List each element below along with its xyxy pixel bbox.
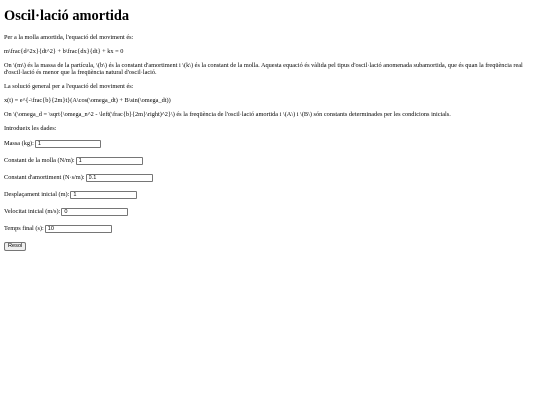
spring-constant-label: Constant de la molla (N/m):: [4, 157, 75, 165]
damping-constant-label: Constant d'amortiment (N·s/m):: [4, 174, 85, 182]
input-form: [4, 140, 536, 251]
spring-constant-row: [4, 157, 536, 166]
equation-text: m\frac{d^2x}{dt^2} + b\frac{dx}{dt} + kx = 0: [4, 47, 124, 55]
initial-displacement-input[interactable]: [70, 191, 137, 199]
omega-text: On \(\omega_d = \sqrt{\omega_n^2 - \left(\frac{b}{2m}\right)^2}\) és la freqüència de l'oscil·lació amortida i \(A\) i \(B\) són constants determinades per les condicions inicials.: [4, 111, 451, 118]
prompt-text: Introdueix les dades:: [4, 124, 57, 132]
page-content: [4, 9, 536, 251]
final-time-label: Temps final (s):: [4, 225, 44, 233]
spring-constant-input[interactable]: [76, 157, 143, 165]
mass-label: Massa (kg):: [4, 140, 34, 148]
initial-velocity-label: Velocitat inicial (m/s):: [4, 208, 61, 216]
solution-intro-text: La solució general per a l'equació del moviment és:: [4, 83, 134, 91]
solve-button[interactable]: Resol: [4, 242, 26, 251]
page-title: Oscil·lació amortida: [4, 8, 130, 24]
final-time-input[interactable]: [45, 225, 112, 233]
mass-input[interactable]: [35, 140, 101, 148]
initial-displacement-row: [4, 191, 536, 200]
initial-velocity-row: [4, 208, 536, 217]
damping-constant-row: [4, 174, 536, 183]
damping-constant-input[interactable]: [86, 174, 153, 182]
solution-text: x(t) = e^{-\frac{b}{2m}t}(A\cos(\omega_dt) + B\sin(\omega_dt)): [4, 97, 171, 105]
explanation-text: On \(m\) és la massa de la partícula, \(b\) és la constant d'amortiment i \(k\) és la constant de la molla. Aquesta equació és vàlida pel tipus d'oscil·lació anomenada subamortida, que és quan la freqüència real d'oscil·lació és menor que la freqüència natural d'oscil·lació.: [4, 61, 523, 77]
intro-text: Per a la molla amortida, l'equació del moviment és:: [4, 33, 134, 41]
final-time-row: [4, 225, 536, 234]
initial-velocity-input[interactable]: [61, 208, 128, 216]
mass-row: [4, 140, 536, 149]
initial-displacement-label: Desplaçament inicial (m):: [4, 191, 70, 199]
